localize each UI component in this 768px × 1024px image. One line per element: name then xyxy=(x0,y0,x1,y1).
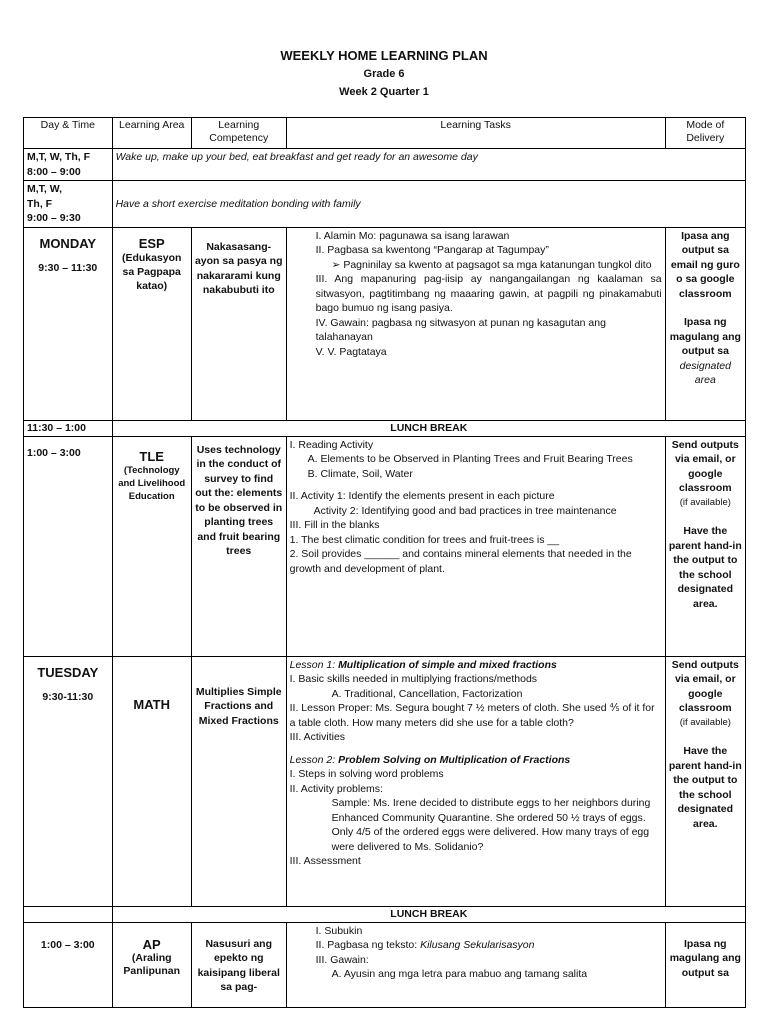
wake-day-time xyxy=(24,149,113,181)
table-row-wake xyxy=(24,149,746,181)
tle-tasks xyxy=(286,436,665,656)
tle-area-code: TLE xyxy=(139,448,164,464)
monday-mode-1: Ipasa ang output sa email ng guro o sa google classroom xyxy=(670,229,740,300)
monday-mode xyxy=(665,227,745,420)
esp-area-code: ESP xyxy=(138,235,165,251)
header-learning-area: Learning Area xyxy=(112,118,191,149)
tuesday-area xyxy=(112,656,191,906)
list-item: 2. Soil provides ______ and contains mineral elements that needed in the growth and development of plant. xyxy=(289,548,632,575)
list-item xyxy=(290,938,662,953)
list-item: A. Ayusin ang mga letra para mabuo ang tamang salita xyxy=(331,968,588,980)
tle-time-cell xyxy=(24,436,113,656)
monday-tasks xyxy=(286,227,665,420)
header-competency: Learning Competency xyxy=(191,118,286,149)
tuesday-time: 9:30-11:30 xyxy=(42,691,94,703)
lunch-2-empty xyxy=(24,906,113,922)
list-item: III. Fill in the blanks xyxy=(289,519,380,531)
list-item: III. Assessment xyxy=(289,855,361,867)
tuesday-label: TUESDAY xyxy=(37,664,99,680)
monday-time: 9:30 – 11:30 xyxy=(38,262,98,274)
tuesday-day-time xyxy=(24,656,113,906)
table-row-exercise xyxy=(24,181,746,228)
exercise-time: 9:00 – 9:30 xyxy=(27,212,81,224)
wake-day: M,T, W, Th, F xyxy=(27,151,90,163)
tuesday-mode-2: Have the parent hand-in the output to the school designated area. xyxy=(668,745,742,830)
header-day-time: Day & Time xyxy=(24,118,113,149)
list-item: B. Climate, Soil, Water xyxy=(307,467,413,480)
list-item: I. Reading Activity xyxy=(289,438,374,451)
tle-mode-1: Send outputs via email, or google classroom xyxy=(671,438,739,494)
monday-mode-2-italic: designated area xyxy=(679,359,731,386)
lunch-1-label: LUNCH BREAK xyxy=(112,420,745,436)
table-row-lunch-1 xyxy=(24,420,746,436)
math-area-code: MATH xyxy=(133,696,170,712)
ap-area-code: AP xyxy=(142,936,161,952)
list-item: III. Activities xyxy=(289,731,346,743)
list-item: III. Gawain: xyxy=(315,953,369,966)
list-item: IV. Gawain: pagbasa ng sitwasyon at punan ng kasagutan ang talahanayan xyxy=(315,316,606,343)
monday-mode-2: Ipasa ng magulang ang output sa xyxy=(669,316,741,357)
list-item: Activity 2: Identifying good and bad practices in tree maintenance xyxy=(313,504,617,517)
tle-mode xyxy=(665,436,745,656)
list-item: A. Traditional, Cancellation, Factorization xyxy=(331,687,523,700)
table-row-ap xyxy=(24,922,746,1007)
list-item: II. Lesson Proper: Ms. Segura bought 7 ½ meters of cloth. She used ⅘ of it for a table cloth. How many meters did she use for a table cloth? xyxy=(289,702,655,729)
exercise-day-2: Th, F xyxy=(27,197,53,210)
lunch-1-time: 11:30 – 1:00 xyxy=(24,420,113,436)
tuesday-mode-1-small: (if available) xyxy=(679,716,731,728)
ap-tasks xyxy=(286,922,665,1007)
tle-mode-1-small: (if available) xyxy=(679,496,731,508)
ap-task-2-italic: Kilusang Sekularisasyon xyxy=(420,939,535,951)
table-header-row xyxy=(24,118,746,149)
lesson-1-heading xyxy=(290,658,662,673)
lesson-2-heading xyxy=(290,753,662,768)
list-item: I. Alamin Mo: pagunawa sa isang larawan xyxy=(315,229,510,242)
exercise-day-1: M,T, W, xyxy=(27,183,62,195)
wake-time: 8:00 – 9:00 xyxy=(27,165,81,178)
header-mode: Mode of Delivery xyxy=(665,118,745,149)
exercise-activity: Have a short exercise meditation bonding with family xyxy=(112,181,745,228)
monday-competency: Nakasasang-ayon sa pasya ng nakararami kung nakabubuti ito xyxy=(191,227,286,420)
tle-area-name: (Technology and Livelihood Education xyxy=(118,465,186,502)
exercise-day-time xyxy=(24,181,113,228)
lesson-2-prefix: Lesson 2: xyxy=(289,753,339,766)
tle-competency: Uses technology in the conduct of survey to find out the: elements to be observed in planting trees and fruit bearing trees xyxy=(191,436,286,656)
list-item: 1. The best climatic condition for trees and fruit-trees is __ xyxy=(289,533,560,546)
lesson-1-title: Multiplication of simple and mixed fractions xyxy=(338,658,557,671)
ap-time: 1:00 – 3:00 xyxy=(40,938,95,951)
esp-area-name: (Edukasyon sa Pagpapa katao) xyxy=(121,252,182,292)
monday-area xyxy=(112,227,191,420)
lesson-2-title: Problem Solving on Multiplication of Fractions xyxy=(338,753,571,766)
document-title: WEEKLY HOME LEARNING PLAN xyxy=(280,48,488,63)
spacer xyxy=(290,745,662,753)
list-item: I. Basic skills needed in multiplying fractions/methods xyxy=(289,673,538,685)
ap-area xyxy=(112,922,191,1007)
list-item: II. Pagbasa sa kwentong “Pangarap at Tagumpay” xyxy=(315,244,549,256)
monday-label: MONDAY xyxy=(39,235,97,251)
tuesday-competency: Multiplies Simple Fractions and Mixed Fractions xyxy=(191,656,286,906)
list-item: I. Subukin xyxy=(315,924,363,937)
tuesday-mode-1: Send outputs via email, or google classroom xyxy=(671,658,739,714)
tle-area xyxy=(112,436,191,656)
lesson-1-prefix: Lesson 1: xyxy=(289,658,339,671)
list-item: II. Activity 1: Identify the elements present in each picture xyxy=(289,490,555,502)
list-item: II. Activity problems: xyxy=(289,782,383,795)
table-row-tle xyxy=(24,436,746,656)
table-row-lunch-2 xyxy=(24,906,746,922)
table-row-monday xyxy=(24,227,746,420)
ap-mode: Ipasa ng magulang ang output sa xyxy=(665,922,745,1007)
list-item: I. Steps in solving word problems xyxy=(289,768,444,780)
spacer xyxy=(290,481,662,489)
list-item: V. V. Pagtataya xyxy=(315,345,387,358)
list-item: A. Elements to be Observed in Planting Trees and Fruit Bearing Trees xyxy=(307,453,633,465)
ap-time-cell xyxy=(24,922,113,1007)
tle-mode-2: Have the parent hand-in the output to the school designated area. xyxy=(668,525,742,610)
monday-day-time xyxy=(24,227,113,420)
learning-plan-table xyxy=(23,117,746,1008)
tuesday-mode xyxy=(665,656,745,906)
list-item: ➢ Pagninilay sa kwento at pagsagot sa mga katanungan tungkol dito xyxy=(331,258,652,271)
wake-activity: Wake up, make up your bed, eat breakfast and get ready for an awesome day xyxy=(112,149,745,181)
week-quarter-label: Week 2 Quarter 1 xyxy=(339,86,429,98)
ap-competency: Nasusuri ang epekto ng kaisipang liberal sa pag- xyxy=(191,922,286,1007)
table-row-tuesday xyxy=(24,656,746,906)
header-tasks: Learning Tasks xyxy=(286,118,665,149)
tle-time: 1:00 – 3:00 xyxy=(27,446,81,459)
ap-area-name: (Araling Panlipunan xyxy=(123,952,180,977)
lunch-2-label: LUNCH BREAK xyxy=(112,906,745,922)
list-item: Sample: Ms. Irene decided to distribute eggs to her neighbors during Enhanced Community Quarantine. She ordered 50 ½ trays of eggs. Only 4/5 of the ordered eggs were delivered. How many trays of egg were delivered to Ms. Solidanio? xyxy=(331,797,651,853)
ap-task-2-prefix: II. Pagbasa ng teksto: xyxy=(315,939,421,951)
list-item: III. Ang mapanuring pag-iisip ay nangangailangan ng kaalaman sa sitwasyon, pagtitimbang ng maaaring gawin, at pagpili ng pinakamabuti bago bumuo ng isang pasiya. xyxy=(315,273,662,314)
grade-label: Grade 6 xyxy=(363,68,405,80)
tuesday-tasks xyxy=(286,656,665,906)
